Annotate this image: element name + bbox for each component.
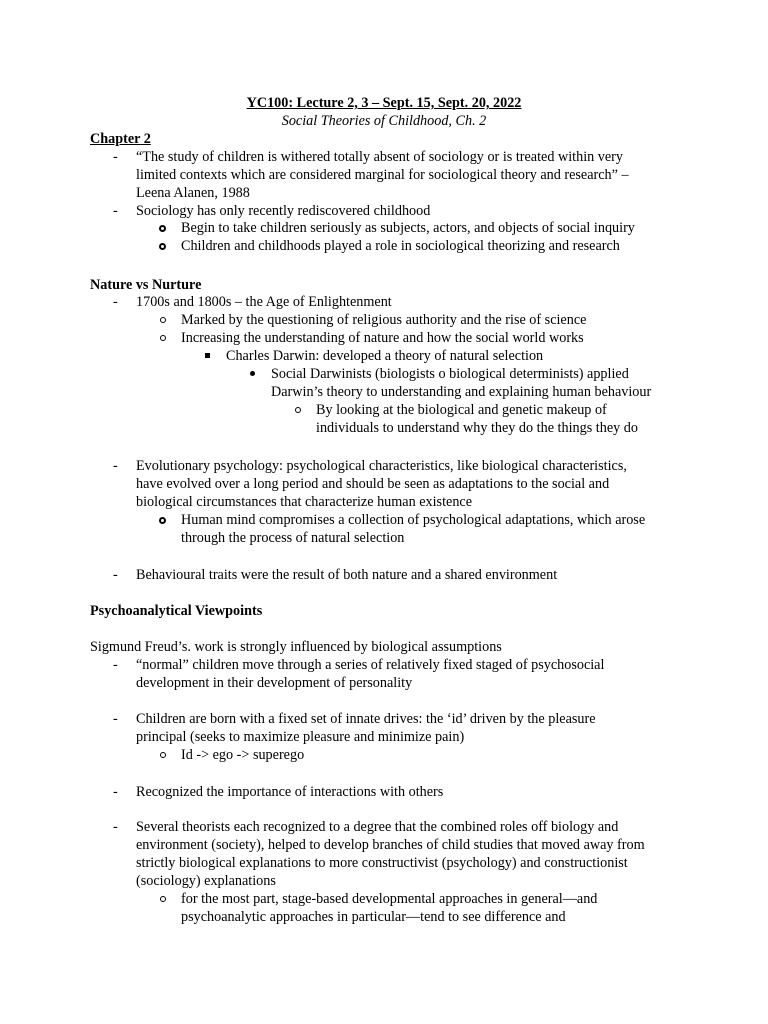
dash-bullet: - (113, 203, 118, 219)
circle-bullet-icon (159, 517, 166, 524)
circle-bullet-icon (295, 407, 301, 413)
body-line: Id -> ego -> superego (181, 747, 305, 763)
square-bullet-icon (205, 353, 210, 358)
document-subtitle: Social Theories of Childhood, Ch. 2 (281, 113, 487, 129)
body-line: Behavioural traits were the result of both nature and a shared environment (136, 567, 558, 583)
body-line: Evolutionary psychology: psychological characteristics, like biological characteristics, (136, 458, 627, 474)
dash-bullet: - (113, 458, 118, 474)
body-line: development in their development of personality (136, 675, 413, 691)
body-line: By looking at the biological and genetic makeup of (316, 402, 607, 418)
dash-bullet: - (113, 657, 118, 673)
body-line: (sociology) explanations (136, 873, 276, 889)
body-line: environment (society), helped to develop branches of child studies that moved away from (136, 837, 645, 853)
body-line: 1700s and 1800s – the Age of Enlightenment (136, 294, 392, 310)
section-heading-psychoanalytical: Psychoanalytical Viewpoints (90, 603, 263, 619)
section-heading-chapter-2: Chapter 2 (90, 131, 151, 147)
circle-bullet-icon (159, 243, 166, 250)
body-line: Leena Alanen, 1988 (136, 185, 250, 201)
body-line: have evolved over a long period and should be seen as adaptations to the social and (136, 476, 610, 492)
body-line: principal (seeks to maximize pleasure and minimize pain) (136, 729, 465, 745)
dash-bullet: - (113, 784, 118, 800)
body-line: “normal” children move through a series of relatively fixed staged of psychosocial (136, 657, 605, 673)
body-line: individuals to understand why they do the things they do (316, 420, 638, 436)
dash-bullet: - (113, 567, 118, 583)
body-line: Darwin’s theory to understanding and explaining human behaviour (271, 384, 652, 400)
dash-bullet: - (113, 149, 118, 165)
body-line: Recognized the importance of interactions with others (136, 784, 444, 800)
body-line: for the most part, stage-based developmental approaches in general—and (181, 891, 598, 907)
dot-bullet-icon (250, 371, 255, 376)
body-line: Charles Darwin: developed a theory of natural selection (226, 348, 544, 364)
dash-bullet: - (113, 711, 118, 727)
body-line: Children are born with a fixed set of innate drives: the ‘id’ driven by the pleasure (136, 711, 596, 727)
section-heading-nature-vs-nurture: Nature vs Nurture (90, 277, 202, 293)
body-line: limited contexts which are considered marginal for sociological theory and research” – (136, 167, 629, 183)
body-line: biological circumstances that characterize human existence (136, 494, 473, 510)
dash-bullet: - (113, 819, 118, 835)
body-line: Human mind compromises a collection of psychological adaptations, which arose (181, 512, 646, 528)
body-line: Sociology has only recently rediscovered childhood (136, 203, 431, 219)
body-line: strictly biological explanations to more constructivist (psychology) and constructionist (136, 855, 628, 871)
body-line: Social Darwinists (biologists o biological determinists) applied (271, 366, 629, 382)
circle-bullet-icon (160, 752, 166, 758)
circle-bullet-icon (159, 225, 166, 232)
body-line: Marked by the questioning of religious authority and the rise of science (181, 312, 587, 328)
document-title: YC100: Lecture 2, 3 – Sept. 15, Sept. 20, 2022 (246, 95, 522, 111)
body-line: Increasing the understanding of nature and how the social world works (181, 330, 584, 346)
circle-bullet-icon (160, 335, 166, 341)
circle-bullet-icon (160, 317, 166, 323)
circle-bullet-icon (160, 896, 166, 902)
body-line: Sigmund Freud’s. work is strongly influenced by biological assumptions (90, 639, 502, 655)
body-line: “The study of children is withered totally absent of sociology or is treated within very (136, 149, 623, 165)
body-line: Children and childhoods played a role in sociological theorizing and research (181, 238, 620, 254)
body-line: Several theorists each recognized to a degree that the combined roles off biology and (136, 819, 619, 835)
body-line: through the process of natural selection (181, 530, 405, 546)
body-line: Begin to take children seriously as subjects, actors, and objects of social inquiry (181, 220, 635, 236)
body-line: psychoanalytic approaches in particular—tend to see difference and (181, 909, 566, 925)
dash-bullet: - (113, 294, 118, 310)
